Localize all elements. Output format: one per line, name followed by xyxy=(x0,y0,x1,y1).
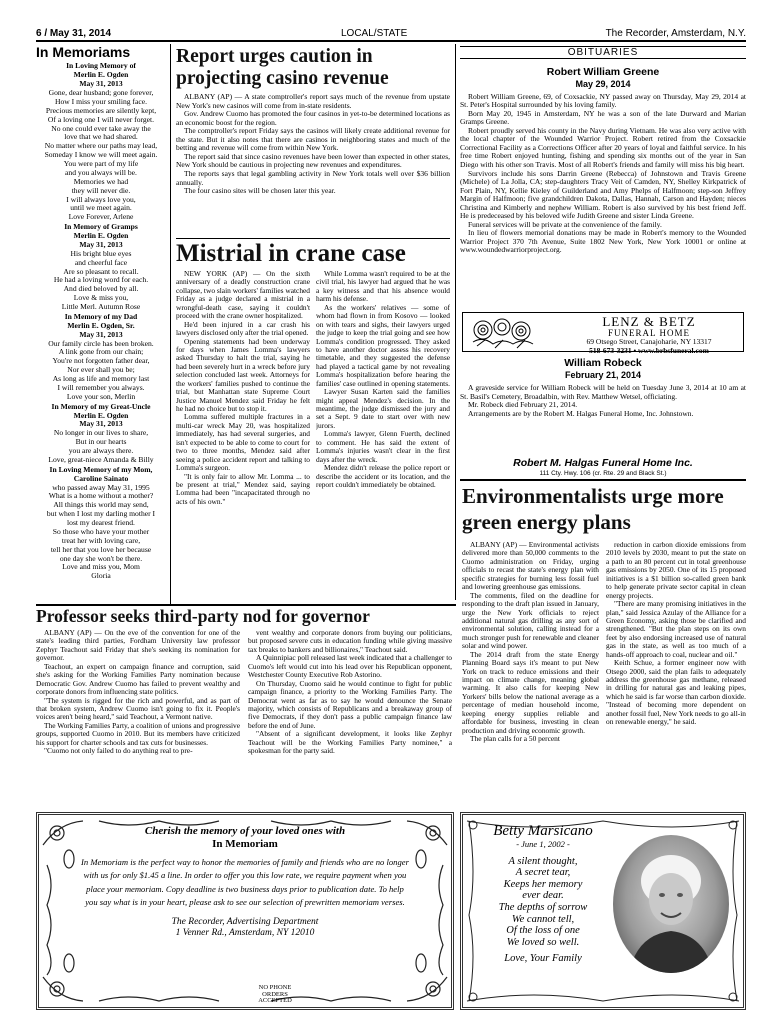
paragraph: The reports says that legal gambling activity in New York totals well over $36 billion annually. xyxy=(176,168,450,187)
roses-icon xyxy=(469,316,537,350)
paragraph: Lomma's lawyer, Glenn Fuerth, declined to comment. He has said the extent of Lomma's injuries wasn't clear in the first days after the wreck. xyxy=(316,429,450,464)
paragraph: vent wealthy and corporate donors from buying our politicians, but proposed severe cuts in education funding while giving massive tax breaks to bankers and billionaires," Teachout said. xyxy=(248,629,452,654)
professor-column-2 xyxy=(248,629,452,809)
paragraph: "The system is rigged for the rich and powerful, and as part of that broken system, Andrew Cuomo isn't going to fix it. People's voices aren't being heard," said Teachout, a Vermont native. xyxy=(36,695,240,722)
paragraph: The comptroller's report Friday says the casinos will likely create additional revenue for the state. But it also notes that there are casinos in neighboring states and much of the betting and revenue will come from within New York. xyxy=(176,126,450,153)
memoriam-title: In Memory of Gramps Merlin E. Ogden May 31, 2013 xyxy=(64,222,138,249)
betty-sign: Love, Your Family xyxy=(504,953,582,965)
paragraph: Born May 20, 1945 in Amsterdam, NY he was a son of the late Durward and Marian Gramps Greene. xyxy=(460,108,746,127)
page-header xyxy=(36,28,746,42)
rule xyxy=(176,238,450,239)
paragraph: Arrangements are by the Robert M. Halgas Funeral Home, Inc. Johnstown. xyxy=(468,408,694,418)
paragraph: Gov. Andrew Cuomo has promoted the four casinos in yet-to-be determined locations as an economic boost for the region. xyxy=(176,109,450,127)
betty-date: - June 1, 2002 - xyxy=(516,839,570,850)
paragraph: reduction in carbon dioxide emissions from 2010 levels by 2030, meant to put the state on a path to an 80 percent cut in total greenhouse gas emissions by 2050. One of its 15 proposed initiatives is a $1 billion so-called green bank to help generate private sector capital in clean energy projects. xyxy=(606,541,746,600)
paragraph: "Absent of a significant development, it looks like Zephyr Teachout will be the Working Families Party nominee," a spokesman for the party said. xyxy=(248,729,452,756)
paragraph: ALBANY (AP) — Environmental activists delivered more than 50,000 comments to the Cuomo administration on Friday, urging officials to recast the state's energy plan with specific strategies for burning less fossil fuel and lowering greenhouse gas emissions. xyxy=(462,541,599,592)
env-column-2 xyxy=(606,541,746,807)
paragraph: ALBANY (AP) — A state comptroller's report says much of the revenue from upstate New York's new casinos will come from in-state residents. xyxy=(176,92,450,110)
paragraph: As the workers' relatives — some of whom had flown in from Kosovo — looked on with tears and sighs, their lawyers urged the judge to keep the trial going and see how Lomma's condition progressed. They asked to have another doctor assess his recovery timetable, and they suggested the defense had played a tactical game by not revealing Lomma's hospitalization before hearing the families' case outlined in opening statements. xyxy=(316,302,450,388)
memoriam-entry xyxy=(36,403,166,465)
obituaries-section xyxy=(460,46,746,255)
obituaries-heading: OBITUARIES xyxy=(460,46,746,59)
memoriam-entry xyxy=(36,313,166,402)
page-number-date: 6 / May 31, 2014 xyxy=(36,28,112,39)
paragraph: "Cuomo not only failed to do anything real to pre- xyxy=(44,746,193,756)
memoriam-verse: Gone, dear husband; gone forever, How I miss your smiling face. Precious memories are silently kept, Of a loving one I will never forget. No one could ever take away the love that we had shared. No matter where our paths may lead, Someday I know we will meet again. You were part of my life and you always will be. Memories we had they will never die. I will always love you, until we meet again. Love Forever, Arlene xyxy=(44,88,158,222)
paragraph: On Thursday, Cuomo said he would continue to fight for public campaign finance, a priority to the Working Families Party. The Democrat went as far as to say he would denounce the Senate majority, which consists of Republicans and a breakaway group of five Democrats, if they don't pass a public campaign finance law before the end of June. xyxy=(248,678,452,730)
halgas-address: 111 Cty. Hwy. 106 (cr. Rte. 29 and Black St.) xyxy=(539,469,667,477)
paragraph: A Quinnipiac poll released last week indicated that a challenger to Cuomo's left would cut into his lead over his Republican opponent, Westchester County Executive Rob Astorino. xyxy=(248,653,452,680)
lenz-betz-sub: FUNERAL HOME xyxy=(608,328,690,338)
betty-poem: A silent thought, A secret tear, Keeps her memory ever dear. The depths of sorrow We cannot tell, Of the loss of one We loved so well. xyxy=(498,855,588,948)
ad-body: In Memoriam is the perfect way to honor the memories of family and friends who are no longer with us for only $1.45 a line. In order to offer you this low rate, we require payment when you place your memoriam. Copy deadline is two business days prior to publication date. To help you say what is in your heart, please ask to see our selection of prewritten memoriam verses. xyxy=(81,857,409,907)
memoriam-title: In Loving Memory of Merlin E. Ogden May 31, 2013 xyxy=(66,61,136,89)
professor-article xyxy=(36,607,456,626)
memoriams-heading: In Memoriams xyxy=(36,44,131,60)
greene-name: Robert William Greene xyxy=(546,66,660,79)
memoriam-entry xyxy=(36,466,166,581)
crane-article xyxy=(176,240,450,269)
memoriam-verse: who passed away May 31, 1995 What is a home without a mother? All things this world may send, but when I lost my darling mother I lost my dearest friend. So those who have your mother treat her with loving care, tell her that you love her because one day she won't be there. Love and miss you, Mom Gloria xyxy=(46,482,156,581)
paragraph: Robert William Greene, 69, of Coxsackie, NY passed away on Thursday, May 29, 2014 at St. Peter's Hospital surrounded by his loving family. xyxy=(460,91,746,110)
paragraph: Survivors include his sons Darrin Greene (Rebecca) of Johnstown and Travis Greene (Michele) of La Jolla, CA; step-daughters Tracy Veit of Camden, NY, Shelley Kirkpatrick of Fort Plain, NY, Kellie Kieley of Guilderland and Amy Phelps of Halfmoon; step-son Jeffrey Margin of Halfmoon; five grandchildren Dakota, Dallas, Hannah, Carson and Hayden; nieces Christina and Kimberly and nephew William. Robert is also survived by his best friend Jeff. He is predeceased by his beloved wife Judith Greene and sister Linda Greene. xyxy=(460,168,746,221)
lenz-betz-name: LENZ & BETZ xyxy=(602,314,696,329)
paragraph: The Working Families Party, a coalition of unions and progressive groups, supported Cuomo in 2010. But its members have criticized his support for charter schools and tax cuts for businesses. xyxy=(36,720,240,747)
ad-title-2: In Memoriam xyxy=(212,837,278,850)
paragraph: Mendez didn't release the police report or describe the accident or its location, and the report couldn't immediately be obtained. xyxy=(316,463,450,489)
paragraph: In lieu of flowers memorial donations may be made in Robert's memory to the Wounded Warrior Project 370 7th Avenue, Suite 1802 New York, New York 10001 or online at www.woundedwarriorproject.org. xyxy=(460,228,746,255)
env-headline: Environmentalists urge more green energy plans xyxy=(462,484,724,534)
memoriam-verse: His bright blue eyes and cheerful face Are so pleasant to recall. He had a loving word for each. And died beloved by all. Love & miss you, Little Merl. Autumn Rose xyxy=(53,248,149,311)
paragraph: NEW YORK (AP) — On the sixth anniversary of a deadly construction crane collapse, two slain workers' families watched Friday as a judge declared a mistrial in a wrongful-death case, saying it couldn't proceed with the crane owner hospitalized. xyxy=(176,270,310,321)
column-rule xyxy=(170,44,171,604)
memoriam-title: In Memory of my Great-Uncle Merlin E. Ogden May 31, 2013 xyxy=(51,401,151,429)
paper-name: The Recorder, Amsterdam, N.Y. xyxy=(605,28,746,39)
paragraph: The report said that since casino revenues have been lower than expected in other states, New York should be cautious in projecting new revenues and expenditures. xyxy=(176,151,450,170)
paragraph: Teachout, an expert on campaign finance and corruption, said she's asking for the Working Families Party nomination because Democratic Gov. Andrew Cuomo has failed to prevent wealthy and corporate donors from influencing state politics. xyxy=(36,661,240,697)
paragraph: The plan calls for a 50 percent xyxy=(470,734,560,744)
memoriams-column xyxy=(36,44,166,607)
crane-column-1 xyxy=(176,270,310,600)
robeck-obituary xyxy=(460,358,746,418)
robeck-body xyxy=(460,384,746,418)
paragraph: While Lomma wasn't required to be at the civil trial, his lawyer had argued that he was a key witness and that his absence would harm his defense. xyxy=(316,270,450,304)
paragraph: The comments, filed on the deadline for responding to the draft plan issued in January, urge the New York officials to reject additional natural gas drilling as any sort of environmental solution, calling instead for a much stronger push for renewable and cleaner solar and wind power. xyxy=(462,590,599,651)
robeck-date: February 21, 2014 xyxy=(564,369,642,380)
greene-date: May 29, 2014 xyxy=(575,79,631,90)
casino-article xyxy=(176,46,450,196)
casino-headline: Report urges caution in projecting casino revenue xyxy=(176,46,389,90)
professor-column-1 xyxy=(36,629,240,809)
column-rule xyxy=(455,44,456,600)
betty-photo xyxy=(613,835,729,973)
lenz-betz-address: 69 Otsego Street, Canajoharie, NY 13317 xyxy=(586,337,712,347)
greene-body xyxy=(460,93,746,255)
paragraph: ALBANY (AP) — On the eve of the convention for one of the state's leading third parties, Fordham University law professor Zephyr Teachout said Friday that she's seeking its nomination for governor. xyxy=(36,629,240,663)
paragraph: The four casino sites will be chosen later this year. xyxy=(184,186,336,196)
memoriam-entry xyxy=(36,62,166,222)
ad-sign-1: The Recorder, Advertising Department xyxy=(171,917,319,928)
crane-column-2 xyxy=(316,270,450,600)
paragraph: "It is only fair to allow Mr. Lomma ... to be present at trial," Mendez said, saying Lomma had been "incapacitated through no acts of his own." xyxy=(176,471,310,506)
paragraph: Funeral services will be private at the convenience of the family. xyxy=(468,219,662,229)
paragraph: Lawyer Susan Karten said the families might appeal Mendez's decision. In the meantime, the judge dismissed the jury and set a Sept. 9 date to start over with new jurors. xyxy=(316,387,450,430)
paragraph: Mr. Robeck died February 21, 2014. xyxy=(468,400,578,410)
paragraph: Opening statements had been underway for days when James Lomma's lawyers asked Thursday to halt the trial, saying he had been severely hurt in a wreck before jury selection concluded last week. Attorneys for the workers' families pushed to continue the trial, but Manhattan state Supreme Court Justice Manuel Mendez said Friday he felt he had no choice but to stop it. xyxy=(176,336,310,413)
halgas-name: Robert M. Halgas Funeral Home Inc. xyxy=(513,457,693,469)
section-label: LOCAL/STATE xyxy=(341,28,408,39)
memoriam-verse: No longer in our lives to share, But in our hearts you are always there. Love, great-niece Amanda & Billy xyxy=(48,428,154,464)
crane-headline: Mistrial in crane case xyxy=(176,240,406,267)
betty-memoriam-ad xyxy=(460,812,746,1010)
ad-sign-2: 1 Venner Rd., Amsterdam, NY 12010 xyxy=(175,928,315,939)
env-column-1 xyxy=(462,541,599,807)
robeck-name: William Robeck xyxy=(564,357,642,369)
paragraph: A graveside service for William Robeck will be held on Tuesday June 3, 2014 at 10 am at St. Basil's Cemetery, Broadalbin, with Rev. Matthew Wetsel, officiating. xyxy=(460,383,746,401)
paragraph: Keith Schue, a former engineer now with Otsego 2000, said the plan fails to adequately address the greenhouse gas methane, released in drilling for natural gas and leaking pipes, which he said is far worse than carbon dioxide. "Instead of becoming more dependent on another fossil fuel, New York needs to go all-in on renewable energy," he said. xyxy=(606,658,746,727)
in-memoriam-ad xyxy=(36,812,454,1010)
paragraph: "There are many promising initiatives in the plan," said Jessica Azulay of the Alliance for a Green Economy, asking those be clarified and strengthened. "But the plan steps on its own feet by also endorsing increased use of natural gas in the state, as well as too much of a hands-off approach to coal, nuclear and oil." xyxy=(606,599,746,659)
paragraph: Lomma suffered multiple fractures in a multi-car wreck May 20, was hospitalized immediately, has had several surgeries, and isn't expected to be able to come to court for two to three months, Mendez said after seeing a police accident report and talking to Lomma's surgeon. xyxy=(176,412,310,473)
lenz-betz-ad xyxy=(462,312,744,355)
halgas-ad xyxy=(460,458,746,481)
ad-title-1: Cherish the memory of your loved ones with xyxy=(144,825,346,837)
betty-name: Betty Marsicano xyxy=(493,823,593,839)
paragraph: Robert proudly served his county in the Navy during Vietnam. He was also very active with the local chapter of the Wounded Warrior Project. Robert retired from the Coxsackie Correctional Facility as a Corrections Officer after 20 years of loyal and faithful service. In his free time Robert enjoyed hunting, fishing and spending six months out of the year in San Diego with his other son Travis. Most of all Robert's friends and family will miss his big heart. xyxy=(460,125,746,169)
memoriam-title: In Memory of my Dad Merlin E. Ogden, Sr. May 31, 2013 xyxy=(64,311,138,339)
paragraph: The 2014 draft from the state Energy Planning Board says it's meant to put New York on track to reduce emissions and their impact on climate change, meaning global warming. It also calls for keeping New Yorkers' bills below the national average as a percentage of median household income, keeping energy supplies reliable and affordable for business, investing in clean production and driving economic growth. xyxy=(462,649,599,735)
casino-body xyxy=(176,93,450,196)
env-article xyxy=(462,484,746,535)
memoriam-verse: Our family circle has been broken. A link gone from our chain; You're not forgotten father dear, Nor ever shall you be; As long as life and memory last I will remember you always. Love your son, Merlin xyxy=(48,338,154,401)
lenz-betz-phone: 518-673-3231 • www.brbsfuneral.com xyxy=(589,345,709,355)
ad-note: NO PHONE ORDERS ACCEPTED xyxy=(258,984,292,1004)
memoriam-title: In Loving Memory of my Mom, Caroline Sainato xyxy=(49,464,153,483)
paragraph: He'd been injured in a car crash his lawyers disclosed only after the trial opened. xyxy=(176,319,310,338)
professor-headline: Professor seeks third-party nod for governor xyxy=(36,606,370,626)
memoriam-entry xyxy=(36,223,166,312)
